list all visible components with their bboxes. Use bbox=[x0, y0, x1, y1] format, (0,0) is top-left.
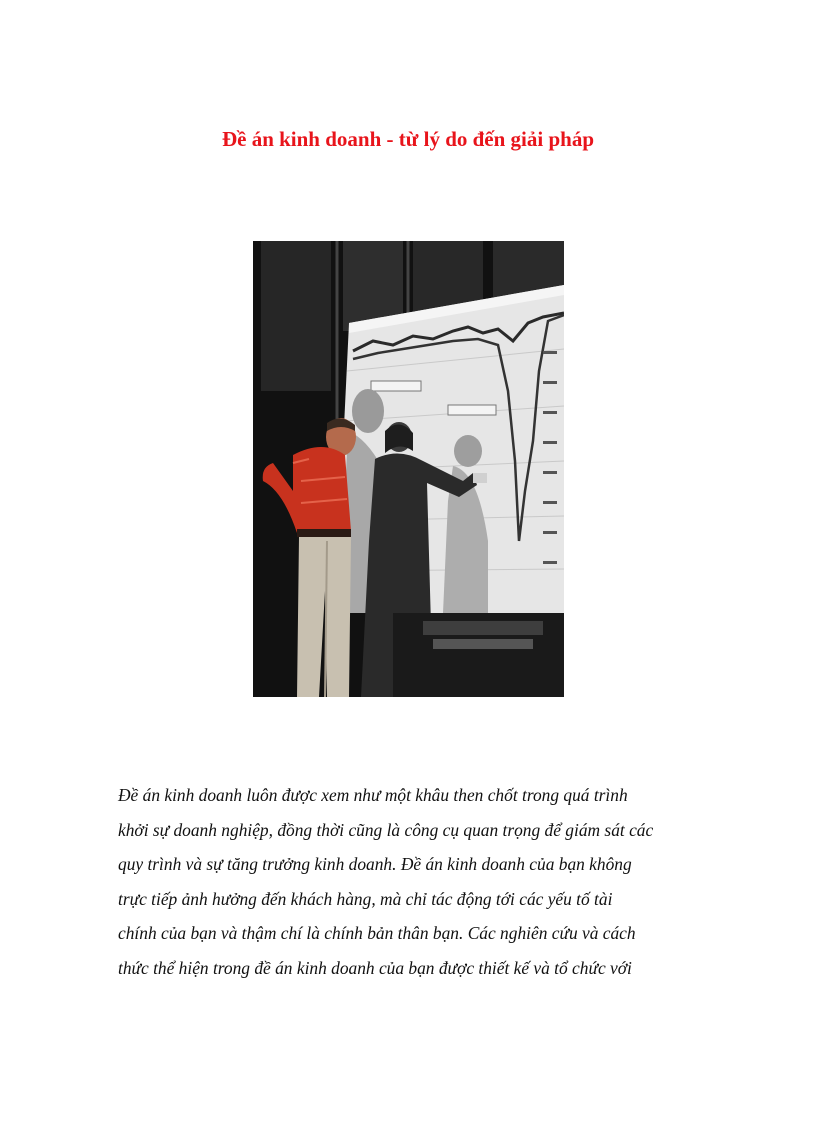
business-presentation-photo-icon bbox=[253, 241, 564, 697]
paragraph-line: Đề án kinh doanh luôn được xem như một khâu then chốt trong quá trình bbox=[118, 785, 628, 805]
paragraph-line: quy trình và sự tăng trưởng kinh doanh. Đề án kinh doanh của bạn không bbox=[118, 854, 632, 875]
document-title: Đề án kinh doanh - từ lý do đến giải pháp bbox=[221, 127, 595, 151]
paragraph-line: chính của bạn và thậm chí là chính bản thân bạn. Các nghiên cứu và cách bbox=[118, 923, 636, 944]
paragraph-line: trực tiếp ảnh hưởng đến khách hàng, mà chỉ tác động tới các yếu tố tài bbox=[118, 888, 613, 909]
paragraph-line: thức thể hiện trong đề án kinh doanh của bạn được thiết kế và tổ chức với bbox=[118, 957, 632, 978]
paragraph-line: khởi sự doanh nghiệp, đồng thời cũng là công cụ quan trọng để giám sát các bbox=[118, 819, 654, 840]
body-paragraph bbox=[118, 778, 718, 986]
